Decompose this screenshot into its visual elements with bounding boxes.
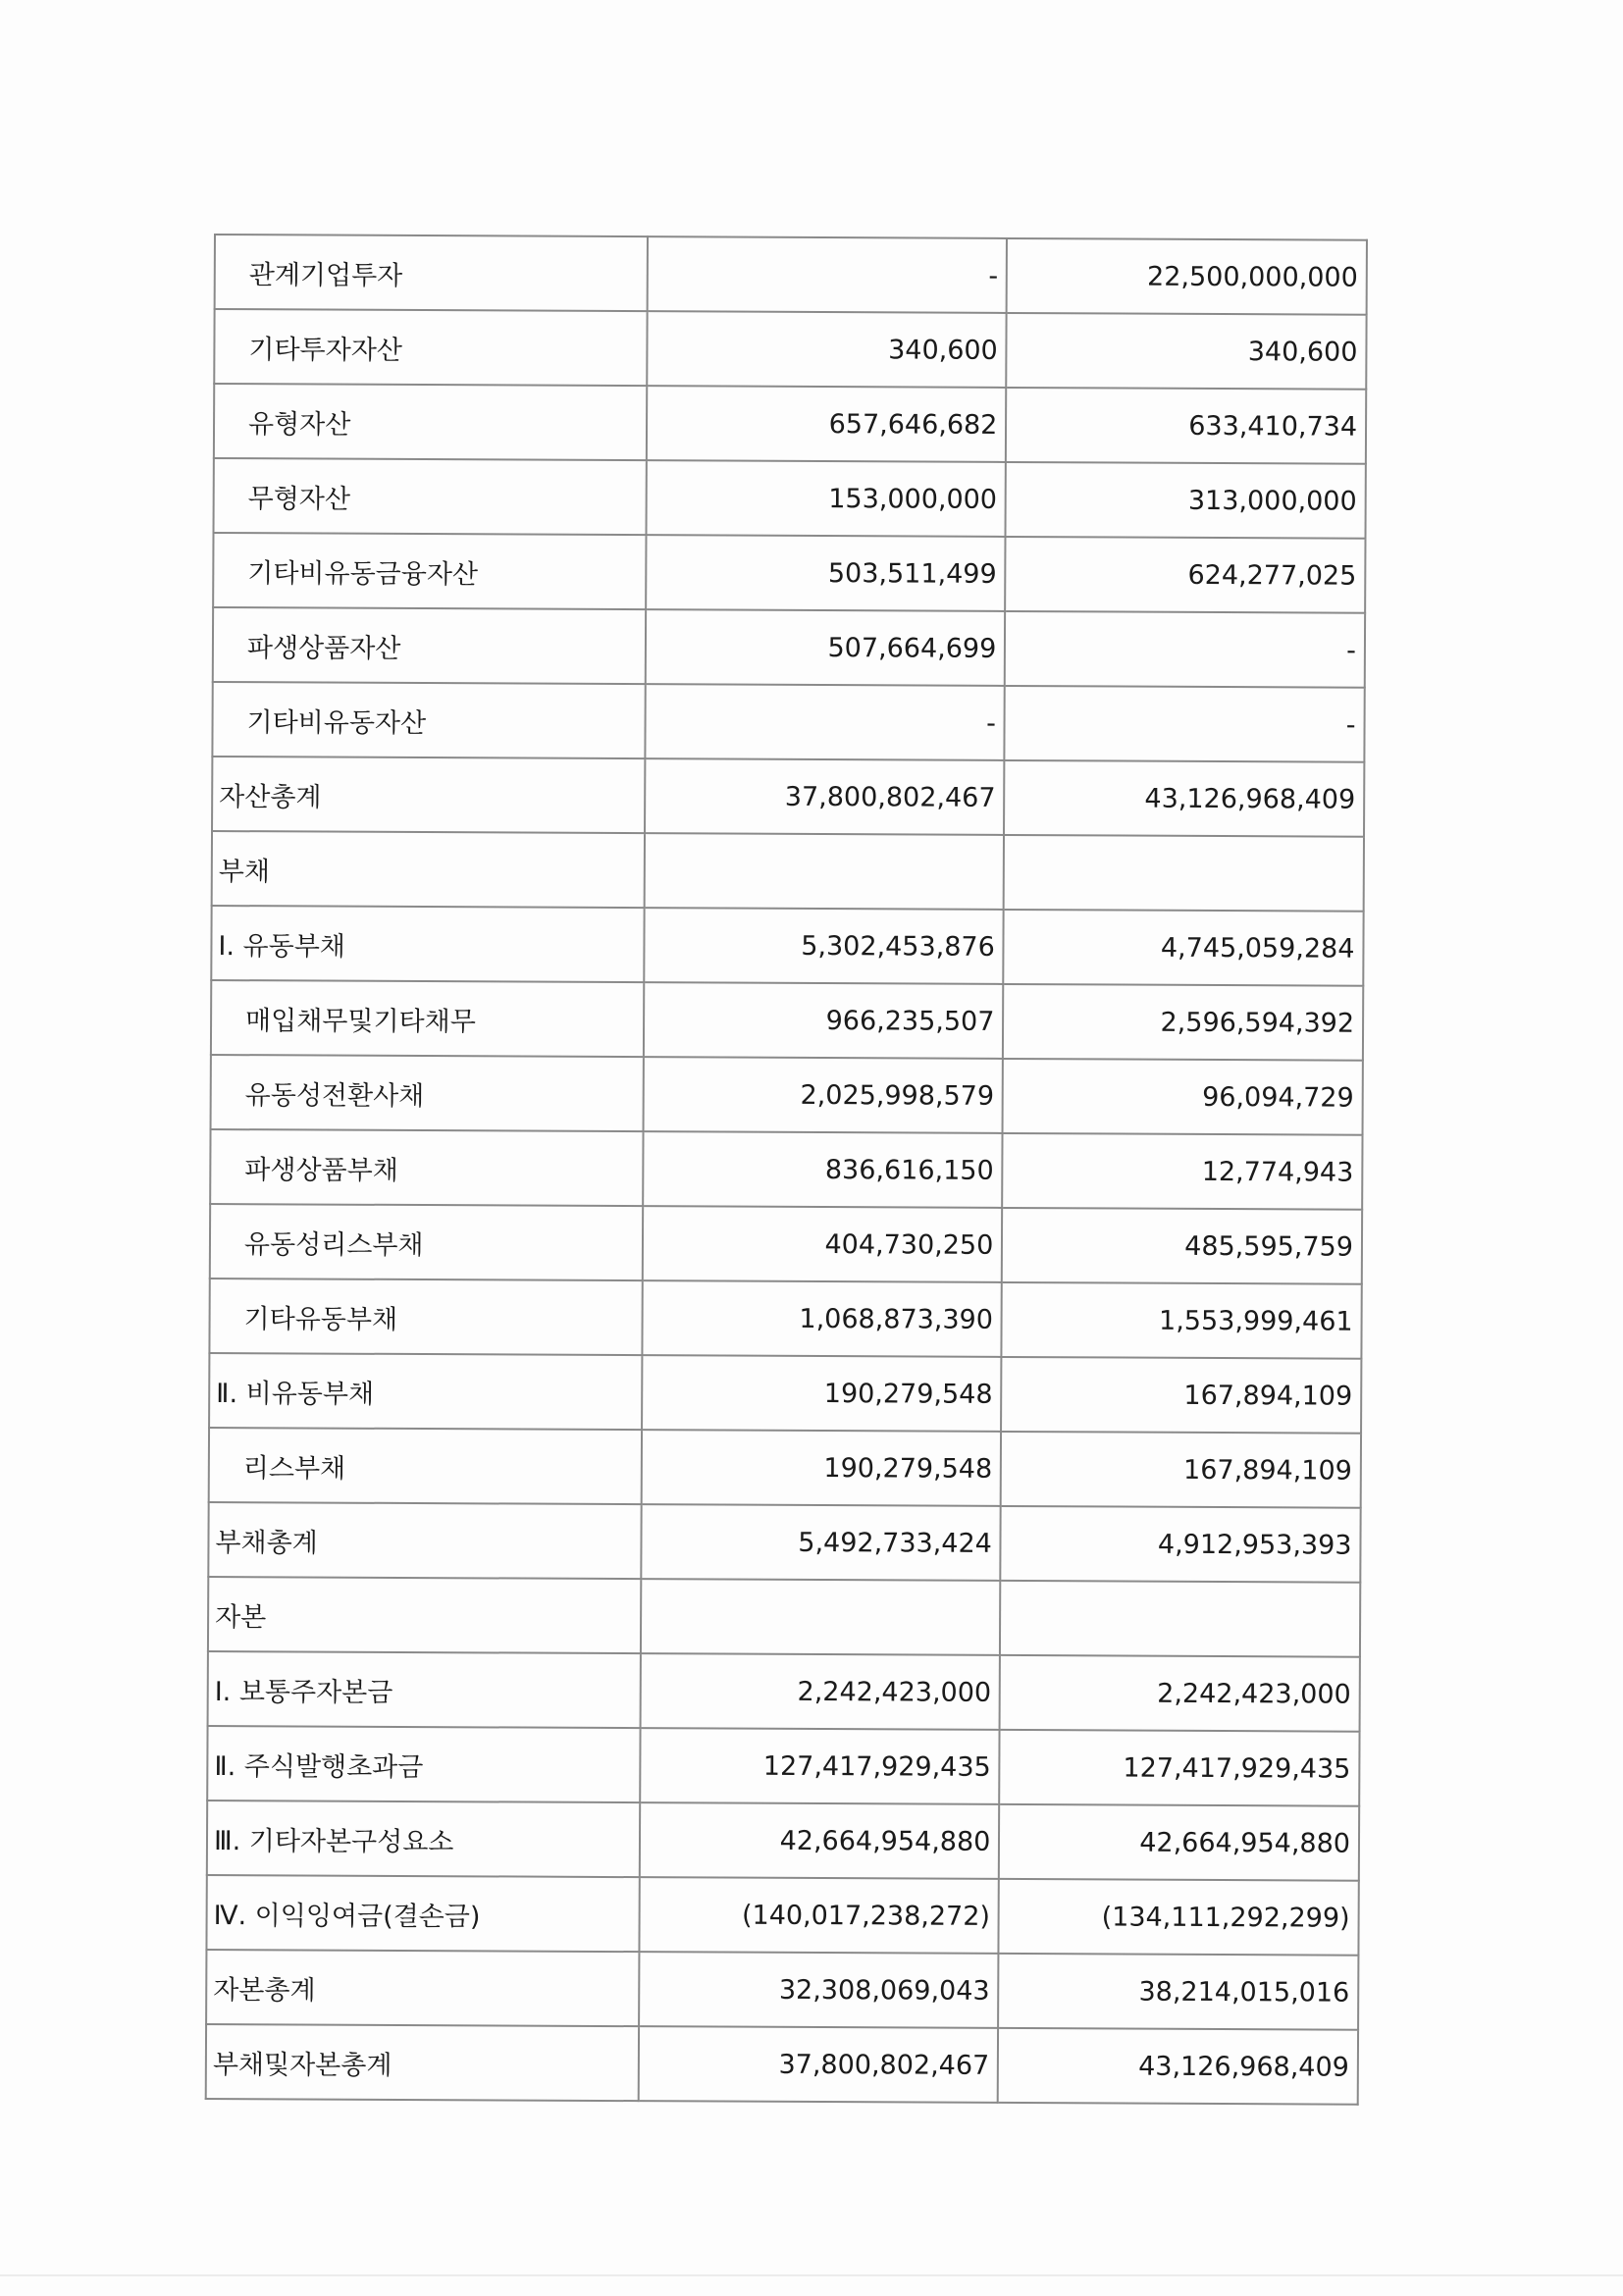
row-label: 자본 (208, 1577, 641, 1653)
row-label: 기타투자자산 (214, 309, 647, 386)
prior-period-value: 127,417,929,435 (1000, 1730, 1360, 1806)
balance-sheet-table (205, 234, 1368, 2106)
current-period-value: (140,017,238,272) (639, 1877, 999, 1954)
table-row (210, 1129, 1362, 1210)
row-label: 부채 (212, 831, 645, 908)
current-period-value: 153,000,000 (646, 460, 1006, 537)
prior-period-value: - (1005, 611, 1365, 688)
table-row (212, 682, 1364, 762)
current-period-value: 966,235,507 (644, 982, 1004, 1059)
prior-period-value: 42,664,954,880 (999, 1804, 1359, 1881)
row-label: Ⅱ. 주식발행초과금 (207, 1726, 640, 1802)
table-row (211, 1055, 1363, 1135)
table-row (206, 1875, 1358, 1956)
prior-period-value: 624,277,025 (1005, 537, 1365, 613)
prior-period-value: 22,500,000,000 (1007, 238, 1367, 315)
row-label: Ⅳ. 이익잉여금(결손금) (206, 1875, 639, 1952)
row-label: 무형자산 (214, 458, 647, 535)
table-row (207, 1726, 1359, 1806)
prior-period-value: 4,745,059,284 (1004, 910, 1364, 986)
row-label: 자본총계 (206, 1950, 639, 2026)
table-row (211, 980, 1363, 1061)
prior-period-value: 2,596,594,392 (1003, 984, 1363, 1061)
table-row (212, 757, 1364, 837)
current-period-value (641, 1579, 1001, 1655)
current-period-value: 190,279,548 (642, 1355, 1002, 1432)
current-period-value: 42,664,954,880 (640, 1802, 1000, 1879)
row-label: 부채총계 (208, 1502, 641, 1579)
row-label: 파생상품자산 (213, 607, 646, 684)
row-label: 기타유동부채 (209, 1278, 642, 1355)
row-label: 파생상품부채 (210, 1129, 643, 1206)
prior-period-value (1004, 835, 1364, 912)
prior-period-value: (134,111,292,299) (999, 1879, 1359, 1956)
current-period-value: 37,800,802,467 (638, 2026, 998, 2103)
prior-period-value: 4,912,953,393 (1001, 1506, 1361, 1583)
prior-period-value: 167,894,109 (1001, 1432, 1361, 1508)
table-row (208, 1651, 1360, 1732)
row-label: Ⅱ. 비유동부채 (209, 1353, 642, 1430)
table-row (212, 831, 1364, 912)
table-row (214, 384, 1366, 464)
current-period-value: - (647, 236, 1007, 313)
prior-period-value: 485,595,759 (1002, 1208, 1362, 1284)
prior-period-value: 633,410,734 (1006, 388, 1366, 464)
table-row (206, 1950, 1358, 2030)
current-period-value: 5,302,453,876 (644, 908, 1004, 984)
current-period-value: 190,279,548 (641, 1430, 1001, 1506)
prior-period-value: 1,553,999,461 (1002, 1282, 1362, 1359)
row-label: 유동성전환사채 (211, 1055, 644, 1131)
prior-period-value: 313,000,000 (1006, 462, 1366, 539)
current-period-value: 507,664,699 (646, 609, 1006, 686)
row-label: 유형자산 (214, 384, 647, 460)
prior-period-value (1000, 1581, 1360, 1657)
prior-period-value: - (1005, 686, 1365, 762)
prior-period-value: 12,774,943 (1003, 1133, 1363, 1210)
table-row (215, 235, 1367, 315)
row-label: Ⅲ. 기타자본구성요소 (207, 1800, 640, 1877)
current-period-value: 503,511,499 (646, 535, 1006, 611)
page-edge-divider (0, 2274, 1623, 2276)
table-row (210, 1204, 1362, 1284)
prior-period-value: 167,894,109 (1001, 1357, 1361, 1434)
current-period-value: 657,646,682 (647, 386, 1007, 462)
row-label: 기타비유동자산 (212, 682, 645, 758)
table-row (207, 1800, 1359, 1881)
current-period-value: 1,068,873,390 (642, 1280, 1002, 1357)
row-label: 자산총계 (212, 757, 645, 833)
row-label: 리스부채 (209, 1428, 642, 1504)
table-row (208, 1577, 1360, 1657)
prior-period-value: 43,126,968,409 (1004, 760, 1364, 837)
current-period-value: - (645, 684, 1005, 760)
table-row (208, 1502, 1360, 1583)
prior-period-value: 96,094,729 (1003, 1059, 1363, 1135)
current-period-value (644, 833, 1004, 910)
row-label: Ⅰ. 유동부채 (211, 906, 644, 982)
table-row (214, 458, 1366, 539)
row-label: 부채및자본총계 (206, 2024, 639, 2101)
current-period-value: 836,616,150 (643, 1131, 1003, 1208)
prior-period-value: 38,214,015,016 (998, 1954, 1358, 2030)
prior-period-value: 43,126,968,409 (998, 2028, 1358, 2105)
row-label: 매입채무및기타채무 (211, 980, 644, 1057)
current-period-value: 404,730,250 (643, 1206, 1003, 1282)
table-row (213, 533, 1365, 613)
current-period-value: 340,600 (647, 311, 1007, 388)
table-row (209, 1278, 1361, 1359)
current-period-value: 37,800,802,467 (645, 758, 1005, 835)
current-period-value: 2,242,423,000 (640, 1653, 1000, 1730)
prior-period-value: 2,242,423,000 (1000, 1655, 1360, 1732)
current-period-value: 5,492,733,424 (641, 1504, 1001, 1581)
table-row (213, 607, 1365, 688)
table-row (209, 1428, 1361, 1508)
table-row (206, 2024, 1358, 2105)
table-row (209, 1353, 1361, 1434)
current-period-value: 127,417,929,435 (640, 1728, 1000, 1804)
row-label: 관계기업투자 (215, 235, 648, 311)
row-label: 유동성리스부채 (210, 1204, 643, 1280)
row-label: 기타비유동금융자산 (213, 533, 646, 609)
current-period-value: 2,025,998,579 (643, 1057, 1003, 1133)
row-label: Ⅰ. 보통주자본금 (208, 1651, 641, 1728)
table-row (214, 309, 1366, 390)
table-row (211, 906, 1363, 986)
prior-period-value: 340,600 (1007, 313, 1367, 390)
current-period-value: 32,308,069,043 (639, 1952, 999, 2028)
